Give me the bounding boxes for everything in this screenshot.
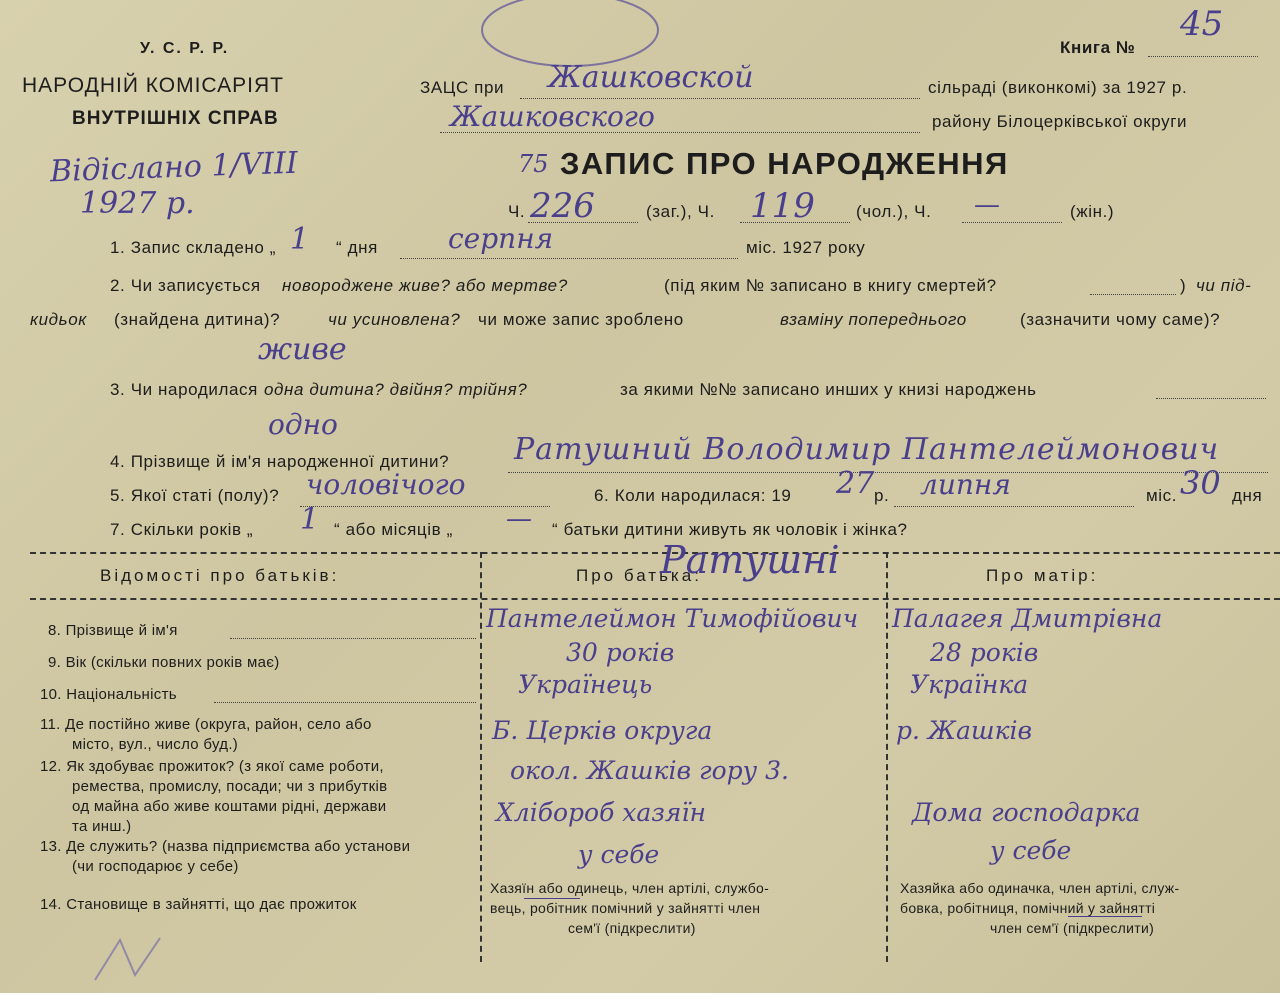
total-label: (заг.), Ч. [646,202,715,221]
table-header-divider [30,598,1280,600]
q3-text-c: за якими №№ записано инших у книзі народжень [620,380,1037,399]
q3-answer-handwritten: одно [268,408,338,441]
row13-label: 13. Де служить? (назва підприємства або установи [40,838,411,855]
surname-handwritten: Ратушні [660,538,840,582]
female-number-handwritten: — [974,190,1000,220]
row13-father-handwritten: у себе [578,840,660,869]
q2-death-line [1090,294,1176,295]
book-label: Книга № [1060,38,1136,57]
total-number-handwritten: 226 [530,186,595,226]
pencil-mark [90,930,180,990]
q6-year-handwritten: 27 [836,466,875,501]
q2-text-e: чи під- [1196,276,1252,295]
female-label: (жін.) [1070,202,1115,221]
row13-mother-handwritten: у себе [990,836,1072,865]
row12-father2-handwritten: Хлібороб хазяїн [496,798,706,827]
q1-text-c: міс. 1927 року [746,238,866,257]
book-number-handwritten: 45 [1180,4,1224,44]
ch-label: Ч. [508,202,526,221]
row12-label4: та инш.) [72,818,132,835]
father-option-underline [524,898,580,899]
book-number-line [1148,56,1258,57]
q7-text-a: 7. Скільки років „ [110,520,254,539]
q2-text-f: кидьок [30,310,87,329]
q6-text-d: дня [1232,486,1263,505]
q1-month-line [400,258,738,259]
q7-text-c: “ батьки дитини живуть як чоловік і жінка? [552,520,908,539]
row11-label2: місто, вул., число буд.) [72,736,239,753]
row13-label2: (чи господарює у себе) [72,858,239,875]
table-top-divider [30,552,1280,554]
col-header-mother: Про матір: [986,566,1099,585]
village-line [520,98,920,99]
row12-label3: од майна або живе коштами рідні, держави [72,798,387,815]
male-number-handwritten: 119 [750,186,815,226]
row10-father-handwritten: Українець [518,670,653,699]
row14-mother-options3: член сем'ї (підкреслити) [990,920,1155,936]
row10-mother-handwritten: Українка [910,670,1029,699]
row10-label: 10. Національність [40,686,177,703]
mother-option-underline [1068,916,1142,917]
male-label: (чол.), Ч. [856,202,932,221]
q2-text-g: (знайдена дитина)? [114,310,281,329]
zags-label: ЗАЦС при [420,78,505,97]
q1-month-handwritten: серпня [448,222,554,255]
q3-text-b: одна дитина? двійня? трійня? [264,380,528,399]
village-handwritten: Жашковской [548,60,754,95]
row8-father-handwritten: Пантелеймон Тимофійович [486,604,859,633]
q6-text-b: р. [874,486,890,505]
q4-line [508,472,1268,473]
q2-text-j: взаміну попереднього [780,310,967,329]
q6-month-line [894,506,1134,507]
council-label: сільраді (виконкомі) за 1927 р. [928,78,1188,97]
row14-father-options: Хазяїн або одинець, член артілі, службо- [490,880,770,896]
commissariat-line2: ВНУТРІШНІХ СПРАВ [72,108,279,129]
row9-father-handwritten: 30 років [566,638,675,667]
q5-answer-handwritten: чоловічого [306,468,466,501]
row11-father-handwritten: Б. Церків округа [492,716,713,745]
commissariat-line1: НАРОДНІЙ КОМІСАРІЯТ [22,74,284,97]
q2-text-i: чи може запис зроблено [478,310,684,329]
table-col-divider-2 [886,552,888,962]
title-prefix-handwritten: 75 [518,150,549,178]
q2-text-h: чи усиновлена? [328,310,461,329]
row14-father-options3: сем'ї (підкреслити) [568,920,696,936]
q3-text-a: 3. Чи народилася [110,380,258,399]
q7-years-handwritten: 1 [300,502,320,537]
row14-father-options2: вець, робітник помічний у зайнятті член [490,900,761,916]
row10-leader [214,702,476,703]
row12-label2: ремества, промислу, посади; чи з прибутків [72,778,388,795]
row14-mother-options: Хазяйка або одиначка, член артілі, служ- [900,880,1180,896]
row11-mother-handwritten: р. Жашків [896,716,1033,745]
page-title: ЗАПИС ПРО НАРОДЖЕННЯ [560,146,1009,181]
q7-months-handwritten: — [506,504,532,534]
district-handwritten: Жашковского [450,100,655,133]
q4-text-a: 4. Прізвище й ім'я народженної дитини? [110,452,450,471]
col-header-parents: Відомості про батьків: [100,566,340,585]
q1-day-handwritten: 1 [290,222,310,257]
row9-label: 9. Вік (скільки повних років має) [48,654,280,671]
row12-label: 12. Як здобуває прожиток? (з якої саме роботи, [40,758,384,775]
q6-text-a: 6. Коли народилася: 19 [594,486,792,505]
q2-text-a: 2. Чи записується [110,276,261,295]
sent-note-handwritten: Відіслано 1/VIII [49,145,299,190]
row14-label: 14. Становище в зайнятті, що дає прожиток [40,896,357,913]
q2-text-k: (зазначити чому саме)? [1020,310,1221,329]
row14-mother-options2: бовка, робітниця, помічний у зайнятті [900,900,1156,916]
female-line [962,222,1062,223]
row12-mother-handwritten: Дома господарка [912,798,1141,827]
row8-mother-handwritten: Палагея Дмитрівна [892,604,1163,633]
q6-month-handwritten: липня [920,468,1011,501]
row9-mother-handwritten: 28 років [930,638,1039,667]
q5-text-a: 5. Якої статі (полу)? [110,486,280,505]
col-header-father: Про батька: [576,566,702,585]
q3-line [1156,398,1266,399]
republic-label: У. С. Р. Р. [140,40,230,57]
q6-text-c: міс. [1146,486,1178,505]
q2-text-c: (під яким № записано в книгу смертей? [664,276,997,295]
q4-answer-handwritten: Ратушний Володимир Пантелеймонович [514,432,1220,467]
sent-year-handwritten: 1927 р. [80,186,195,221]
q6-day-handwritten: 30 [1180,464,1221,502]
table-col-divider-1 [480,552,482,962]
q2-text-d: ) [1180,276,1187,295]
q1-text-a: 1. Запис складено „ [110,238,277,257]
q1-text-b: “ дня [336,238,378,257]
row8-leader [230,638,476,639]
q2-text-b: новороджене живе? або мертве? [282,276,568,295]
row12-father-handwritten: окол. Жашків гору 3. [510,756,789,785]
district-label: району Білоцерківської округи [932,112,1188,131]
q7-text-b: “ або місяців „ [334,520,453,539]
row8-label: 8. Прізвище й ім'я [48,622,178,639]
q2-answer-handwritten: живе [258,332,347,367]
row11-label: 11. Де постійно живе (округа, район, село або [40,716,372,733]
